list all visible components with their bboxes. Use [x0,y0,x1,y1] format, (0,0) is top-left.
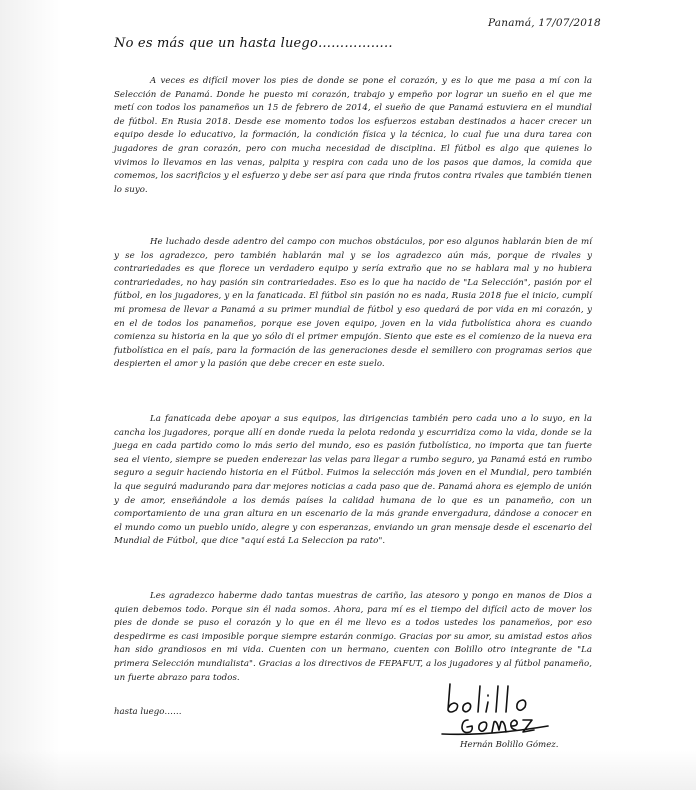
paragraph-3: La fanaticada debe apoyar a sus equipos, las dirigencias también pero cada uno a lo suyo, en la cancha los jugadores, porque allí en donde rueda la pelota redonda y escurridiza como la vida, donde se la juega en cada partido como lo más serio del mundo, eso es pasión futbolística, no importa que tan fuerte sea el viento, siempre se pueden enderezar las velas para llegar a rumbo seguro, ya Panamá está en rumbo seguro a seguir haciendo historia en el Fútbol. Fuimos la selección más joven en el Mundial, pero también la que seguirá madurando para dar mejores noticias a cada paso que de. Panamá ahora es ejemplo de unión y de amor, enseñándole a los demás países la calidad humana de lo que es un panameño, con un comportamiento de una gran altura en un escenario de la más grande envergadura, dándose a conocer en el mundo como un pueblo unido, alegre y con esperanzas, enviando un gran mensaje desde el escenario del Mundial de Fútbol, que dice "aquí está La Seleccion pa rato". [114,414,592,547]
paragraph-1: A veces es difícil mover los pies de donde se pone el corazón, y es lo que me pasa a mí con la Selección de Panamá. Donde he puesto mi corazón, trabajo y empeño por lograr un sueño en el que me metí con todos los panameños un 15 de febrero de 2014, el sueño de que Panamá estuviera en el mundial de fútbol. En Rusia 2018. Desde ese momento todos los esfuerzos estaban destinados a hacer crecer un equipo desde lo educativo, la formación, la condición física y la técnica, lo cual fue una dura tarea con jugadores de gran corazón, pero con mucha necesidad de disciplina. El fútbol es algo que quienes lo vivimos lo llevamos en las venas, palpita y respira con cada uno de los pasos que damos, la comida que comemos, los sacrificios y el esfuerzo y debe ser así para que rinda frutos contra rivales que también tienen lo suyo. [114,76,592,195]
handwritten-signature [428,676,588,738]
letter-date: Panamá, 17/07/2018 [488,17,601,29]
paragraph-4: Les agradezco haberme dado tantas muestras de cariño, las atesoro y pongo en manos de Dios a quien debemos todo. Porque sin él nada somos. Ahora, para mí es el tiempo del difícil acto de mover los pies de donde se puso el corazón y lo que en él me llevo es a todos ustedes los panameños, por eso despedirme es casi imposible porque siempre estarán conmigo. Gracias por su amor, su amistad estos años han sido grandiosos en mi vida. Cuenten con un hermano, cuenten con Bolillo otro integrante de "La primera Selección mundialista". Gracias a los directivos de FEPAFUT, a los jugadores y al fútbol panameño, un fuerte abrazo para todos. [114,591,592,683]
scan-shadow-bottom [0,750,696,790]
paragraph-2: He luchado desde adentro del campo con muchos obstáculos, por eso algunos hablarán bien de mí y se los agradezco, pero también hablarán mal y se los agradezco aún más, porque de rivales y contrariedades es que florece un verdadero equipo y sería extraño que no se hablara mal y no hubiera contrariedades, no hay pasión sin contrariedades. Eso es lo que ha nacido de "La Selección", pasión por el fútbol, en los jugadores, y en la fanaticada. El fútbol sin pasión no es nada, Rusia 2018 fue el inicio, cumplí mi promesa de llevar a Panamá a su primer mundial de fútbol y eso quedará de por vida en mi corazón, y en el de todos los panameños, porque ese joven equipo, joven en la vida futbolística ahora es cuando comienza su historia en la que yo sólo di el primer empujón. Siento que este es el comienzo de la nueva era futbolística en el país, para la formación de las generaciones desde el semillero con programas serios que despierten el amor y la pasión que debe crecer en este suelo. [114,237,592,370]
signer-name: Hernán Bolillo Gómez. [460,740,559,750]
scan-shadow-left [0,0,60,790]
letter-signoff: hasta luego…… [114,707,182,717]
letter-title: No es más que un hasta luego…………….. [114,36,393,51]
